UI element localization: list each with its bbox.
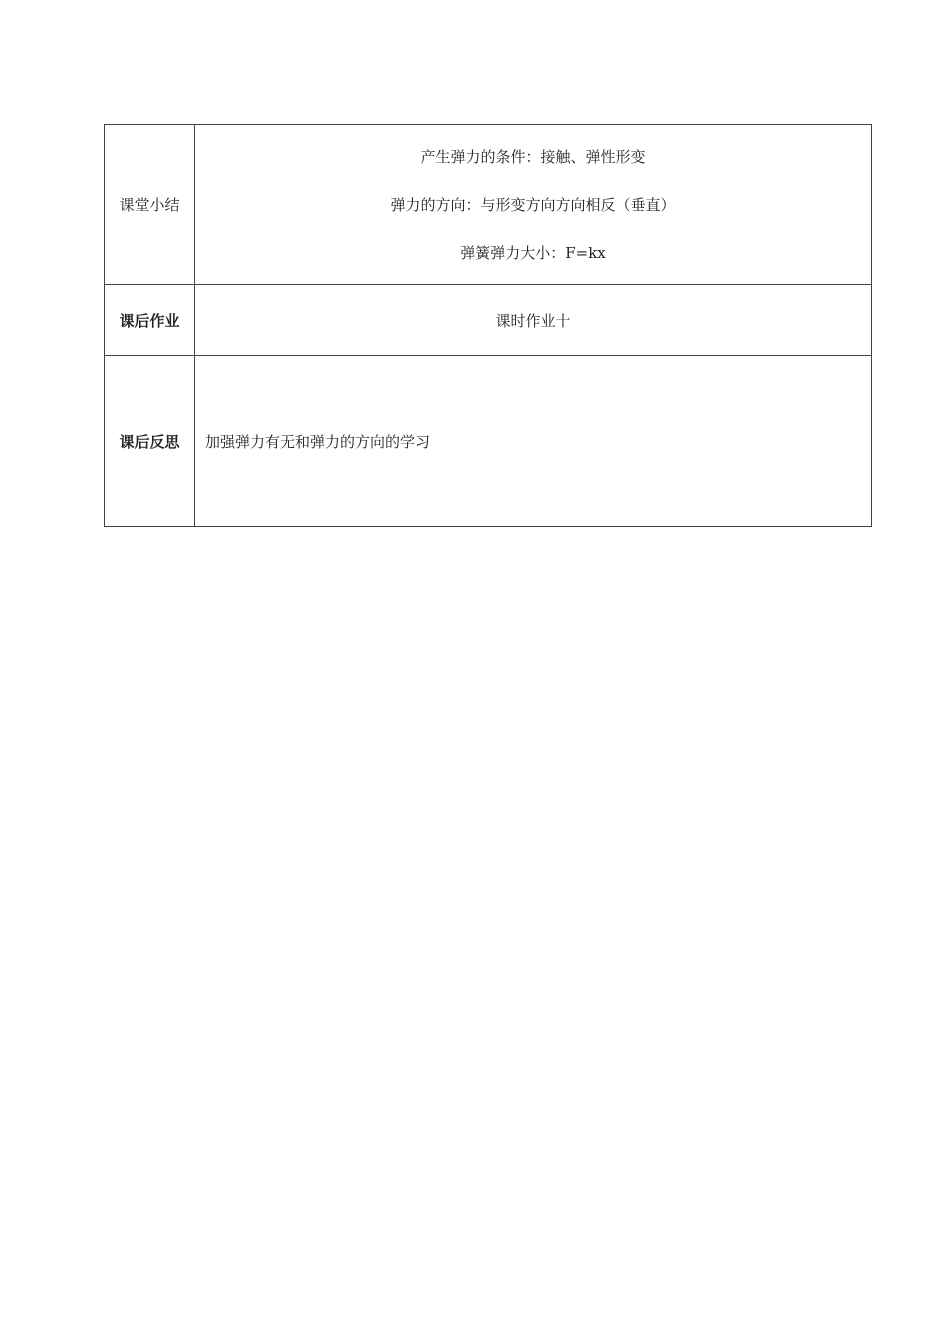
homework-row xyxy=(105,285,872,356)
summary-row xyxy=(105,125,872,285)
summary-line: 弹力的方向：与形变方向方向相反（垂直） xyxy=(390,195,676,214)
reflection-label: 课后反思 xyxy=(105,356,195,527)
homework-content: 课时作业十 xyxy=(195,285,872,356)
homework-label: 课后作业 xyxy=(105,285,195,356)
summary-line: 弹簧弹力大小：F=kx xyxy=(460,243,606,262)
summary-line: 产生弹力的条件：接触、弹性形变 xyxy=(420,147,646,166)
reflection-content: 加强弹力有无和弹力的方向的学习 xyxy=(195,356,872,527)
lesson-plan-table xyxy=(104,124,872,527)
summary-content xyxy=(195,125,872,285)
reflection-row xyxy=(105,356,872,527)
summary-label: 课堂小结 xyxy=(105,125,195,285)
